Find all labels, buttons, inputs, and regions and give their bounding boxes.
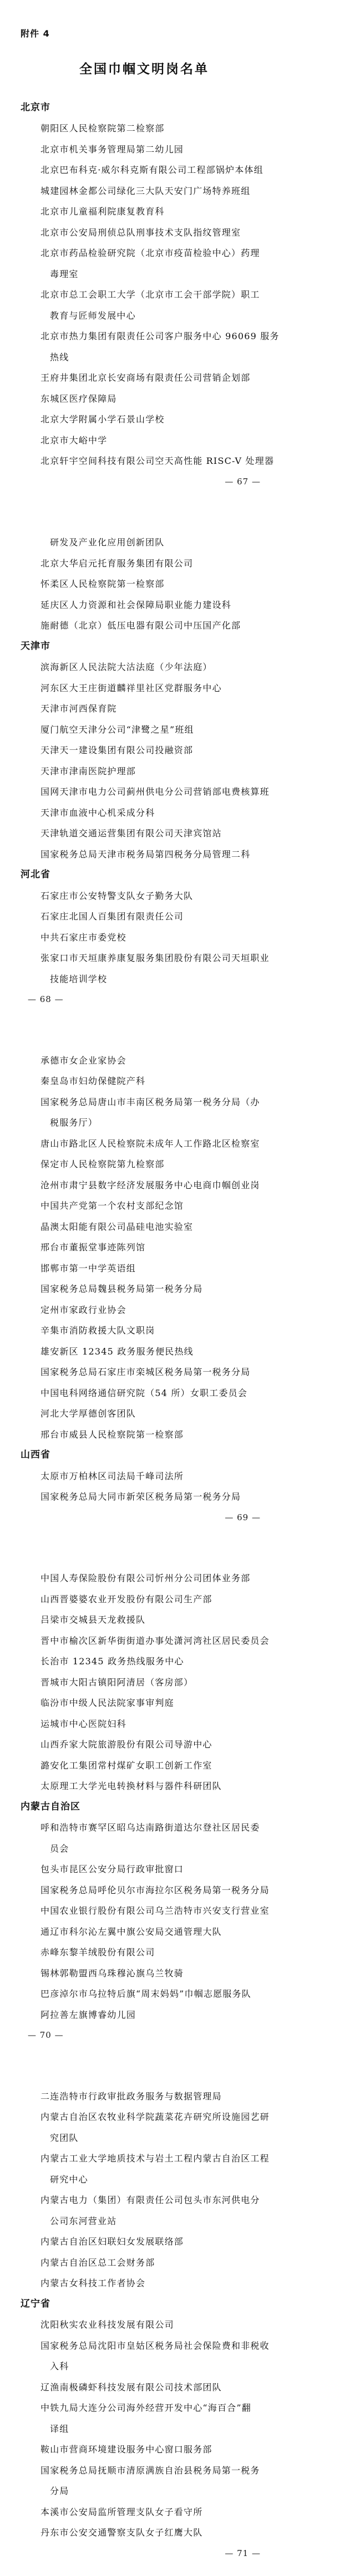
list-item: 山西晋婆婆农业开发股份有限公司生产部 [40, 1593, 212, 1604]
page-number: — 68 — [28, 994, 64, 1004]
province-section-header: 河北省 [21, 869, 50, 880]
list-item: 鞍山市营商环境建设服务中心窗口服务部 [40, 2444, 212, 2455]
list-item: 张家口市天垣康养康复服务集团股份有限公司天垣职业 [40, 953, 270, 963]
document-page-69 [0, 1050, 288, 1529]
list-item: 中国共产党第一个农村支部纪念馆 [40, 1200, 184, 1211]
list-item: 太原市万柏林区司法局千峰司法所 [40, 1470, 184, 1481]
list-item: 锡林郭勒盟西乌珠穆沁旗乌兰牧骑 [40, 1967, 184, 1979]
list-item: 沧州市肃宁县数字经济发展服务中心电商巾帼创业岗 [40, 1179, 260, 1190]
list-item: 内蒙古自治区妇联妇女发展联络部 [40, 2236, 184, 2247]
list-item: 保定市人民检察院第九检察部 [40, 1159, 165, 1169]
province-section-header: 内蒙古自治区 [21, 1801, 80, 1812]
list-item: 潞安化工集团常村煤矿女职工创新工作室 [40, 1760, 212, 1771]
list-item: 包头市昆区公安分局行政审批窗口 [40, 1864, 184, 1874]
list-item: 赤峰东黎羊绒股份有限公司 [40, 1947, 155, 1957]
list-item: 运城市中心医院妇科 [40, 1718, 126, 1729]
province-section-header: 辽宁省 [21, 2298, 50, 2309]
province-section-header: 山西省 [21, 1449, 50, 1460]
list-item: 国家税务总局天津市税务局第四税务分局管理二科 [40, 849, 251, 860]
list-item: 本溪市公安局监所管理支队女子看守所 [40, 2506, 203, 2517]
document-title: 全国巾帼文明岗名单 [79, 61, 209, 76]
list-item: 厦门航空天津分公司“津鹭之星”班组 [40, 724, 194, 735]
list-item-continuation: 热线 [50, 351, 69, 362]
list-item: 国家税务总局魏县税务局第一税务分局 [40, 1284, 203, 1294]
list-item: 临汾市中级人民法院家事审判庭 [40, 1698, 174, 1708]
list-item: 晋中市榆次区新华街街道办事处潇河湾社区居民委员会 [40, 1635, 270, 1646]
list-item: 晋城市大阳古镇阳阿清居（客房部） [40, 1677, 194, 1688]
list-item: 邢台市威县人民检察院第一检察部 [40, 1429, 184, 1440]
list-item: 北京巴布科克·威尔科克斯有限公司工程部锅炉本体组 [40, 165, 263, 175]
list-item: 通辽市科尔沁左翼中旗公安局交通管理大队 [40, 1926, 222, 1937]
page-71-lines [0, 2086, 288, 2564]
page-number: — 71 — [225, 2548, 261, 2558]
list-item: 内蒙古工业大学地质技术与岩土工程内蒙古自治区工程 [40, 2153, 270, 2164]
list-item-continuation: 员会 [50, 1843, 69, 1854]
page-number: — 70 — [28, 2030, 64, 2040]
list-item: 北京市公安局刑侦总队刑事技术支队指纹管理室 [40, 227, 241, 238]
list-item: 中国农业银行股份有限公司乌兰浩特市兴安支行营业室 [40, 1905, 270, 1916]
list-item: 河北大学厚德创客团队 [40, 1408, 136, 1419]
list-item: 王府井集团北京长安商场有限责任公司营销企划部 [40, 372, 251, 383]
list-item: 城建园林金都公司绿化三大队天安门广场特养班组 [40, 185, 251, 196]
list-item: 国网天津市电力公司蓟州供电分公司营销部电费核算班 [40, 786, 270, 797]
list-item: 邯郸市第一中学英语组 [40, 1263, 136, 1274]
list-item-continuation: 分局 [50, 2486, 69, 2496]
list-item: 丹东市公安交通警察支队女子红鹰大队 [40, 2527, 203, 2538]
page-number: — 69 — [225, 1512, 261, 1522]
list-item-continuation: 公司东河营业站 [50, 2215, 117, 2226]
list-item: 北京市机关事务管理局第二幼儿园 [40, 144, 184, 155]
list-item: 雄安新区 12345 政务服务便民热线 [40, 1346, 194, 1357]
page-67-lines [0, 98, 288, 493]
list-item-continuation: 究团队 [50, 2132, 79, 2143]
list-item: 巴彦淖尔市乌拉特后旗“周末妈妈”巾帼志愿服务队 [40, 1989, 251, 1999]
list-item: 怀柔区人民检察院第一检察部 [40, 579, 165, 589]
list-item: 石家庄市公安特警支队女子勤务大队 [40, 890, 194, 901]
province-section-header: 天津市 [21, 640, 50, 652]
document-page-71 [0, 2086, 288, 2564]
list-item-continuation: 译组 [50, 2423, 69, 2434]
list-item-continuation: 技能培训学校 [50, 973, 108, 984]
list-item: 中国人寿保险股份有限公司忻州分公司团体业务部 [40, 1573, 251, 1583]
list-item: 北京大华启元托育服务集团有限公司 [40, 558, 194, 569]
list-item: 辽渔南极磷虾科技发展有限公司技术部团队 [40, 2381, 222, 2393]
list-item: 内蒙古自治区总工会财务部 [40, 2257, 155, 2268]
list-item: 定州市家政行业协会 [40, 1304, 126, 1315]
page-70-lines [0, 1568, 288, 2046]
list-item-continuation: 教育与匠师发展中心 [50, 310, 136, 321]
list-item: 山西乔家大院旅游股份有限公司导游中心 [40, 1739, 212, 1750]
province-section-header: 北京市 [21, 101, 50, 113]
list-item: 太原理工大学光电转换材料与器件科研团队 [40, 1781, 222, 1791]
list-item: 北京市大峪中学 [40, 435, 108, 446]
document-page-70 [0, 1568, 288, 2046]
list-item-continuation: 毒理室 [50, 268, 79, 279]
document-page-68 [0, 532, 288, 1010]
list-item: 国家税务总局石家庄市栾城区税务局第一税务分局 [40, 1367, 251, 1377]
list-item: 中铁九局大连分公司海外经营开发中心“海百合”翻 [40, 2403, 251, 2413]
document-page-67 [0, 0, 288, 492]
list-item: 国家税务总局沈阳市皇姑区税务局社会保险费和非税收 [40, 2340, 270, 2351]
list-item: 国家税务总局唐山市丰南区税务局第一税务分局（办 [40, 1096, 260, 1107]
list-item: 内蒙古自治区农牧业科学院蔬菜花卉研究所设施园艺研 [40, 2112, 270, 2122]
page-69-lines [0, 1050, 288, 1529]
list-item: 中国电科网络通信研究院（54 所）女职工委员会 [40, 1387, 248, 1398]
page-68-lines [0, 532, 288, 1010]
list-item: 呼和浩特市赛罕区昭乌达南路街道达尔登社区居民委 [40, 1822, 260, 1833]
list-item: 国家税务总局大同市新荣区税务局第一税务分局 [40, 1491, 241, 1502]
list-item-continuation: 研发及产业化应用创新团队 [50, 537, 165, 548]
list-item: 秦皇岛市妇幼保健院产科 [40, 1076, 146, 1086]
list-item: 天津市河西保育院 [40, 703, 117, 714]
list-item: 北京市儿童福利院康复教育科 [40, 206, 165, 217]
list-item-continuation: 研究中心 [50, 2174, 88, 2185]
list-item-continuation: 税服务厅） [50, 1117, 98, 1128]
list-item: 北京大学附属小学石景山学校 [40, 414, 165, 425]
list-item: 晶澳太阳能有限公司晶硅电池实验室 [40, 1221, 194, 1232]
attachment-label: 附件 4 [21, 28, 50, 39]
list-item: 东城区医疗保障局 [40, 393, 117, 404]
list-item: 北京市热力集团有限责任公司客户服务中心 96069 服务 [40, 331, 280, 341]
list-item: 施耐德（北京）低压电器有限公司中压国产化部 [40, 620, 241, 631]
list-item: 内蒙古电力（集团）有限责任公司包头市东河供电分 [40, 2195, 260, 2205]
list-item: 滨海新区人民法院大沽法庭（少年法庭） [40, 662, 212, 672]
list-item: 国家税务总局呼伦贝尔市海拉尔区税务局第一税务分局 [40, 1884, 270, 1895]
list-item: 石家庄北国人百集团有限责任公司 [40, 911, 184, 922]
list-item: 承德市女企业家协会 [40, 1055, 126, 1066]
list-item: 唐山市路北区人民检察院未成年人工作路北区检察室 [40, 1138, 260, 1149]
list-item: 阿拉善左旗博睿幼儿园 [40, 2009, 136, 2020]
list-item-continuation: 入科 [50, 2361, 69, 2371]
list-item: 国家税务总局抚顺市清原满族自治县税务局第一税务 [40, 2465, 260, 2476]
list-item: 内蒙古女科技工作者协会 [40, 2278, 146, 2288]
list-item: 北京市总工会职工大学（北京市工会干部学院）职工 [40, 289, 260, 300]
list-item: 长治市 12345 政务热线服务中心 [40, 1656, 184, 1667]
list-item: 邢台市董振堂事迹陈列馆 [40, 1242, 146, 1253]
list-item: 沈阳秋实农业科技发展有限公司 [40, 2319, 174, 2330]
list-item: 吕梁市交城县天龙救援队 [40, 1614, 146, 1625]
list-item: 天津轨道交通运营集团有限公司天津宾馆站 [40, 828, 222, 839]
list-item: 河东区大王庄街道麟祥里社区党群服务中心 [40, 682, 222, 693]
list-item: 天津市津南医院护理部 [40, 765, 136, 776]
list-item: 北京市药品检验研究院（北京市疫苗检验中心）药理 [40, 248, 260, 258]
list-item: 辛集市消防救援大队文职岗 [40, 1325, 155, 1336]
list-item: 二连浩特市行政审批政务服务与数据管理局 [40, 2091, 222, 2102]
list-item: 北京轩宇空间科技有限公司空天高性能 RISC-V 处理器 [40, 456, 275, 466]
list-item: 天津市血液中心机采成分科 [40, 807, 155, 818]
page-number: — 67 — [225, 476, 261, 487]
list-item: 天津天一建设集团有限公司投融资部 [40, 745, 194, 755]
list-item: 中共石家庄市委党校 [40, 932, 126, 943]
list-item: 延庆区人力资源和社会保障局职业能力建设科 [40, 599, 232, 610]
list-item: 朝阳区人民检察院第二检察部 [40, 123, 165, 134]
